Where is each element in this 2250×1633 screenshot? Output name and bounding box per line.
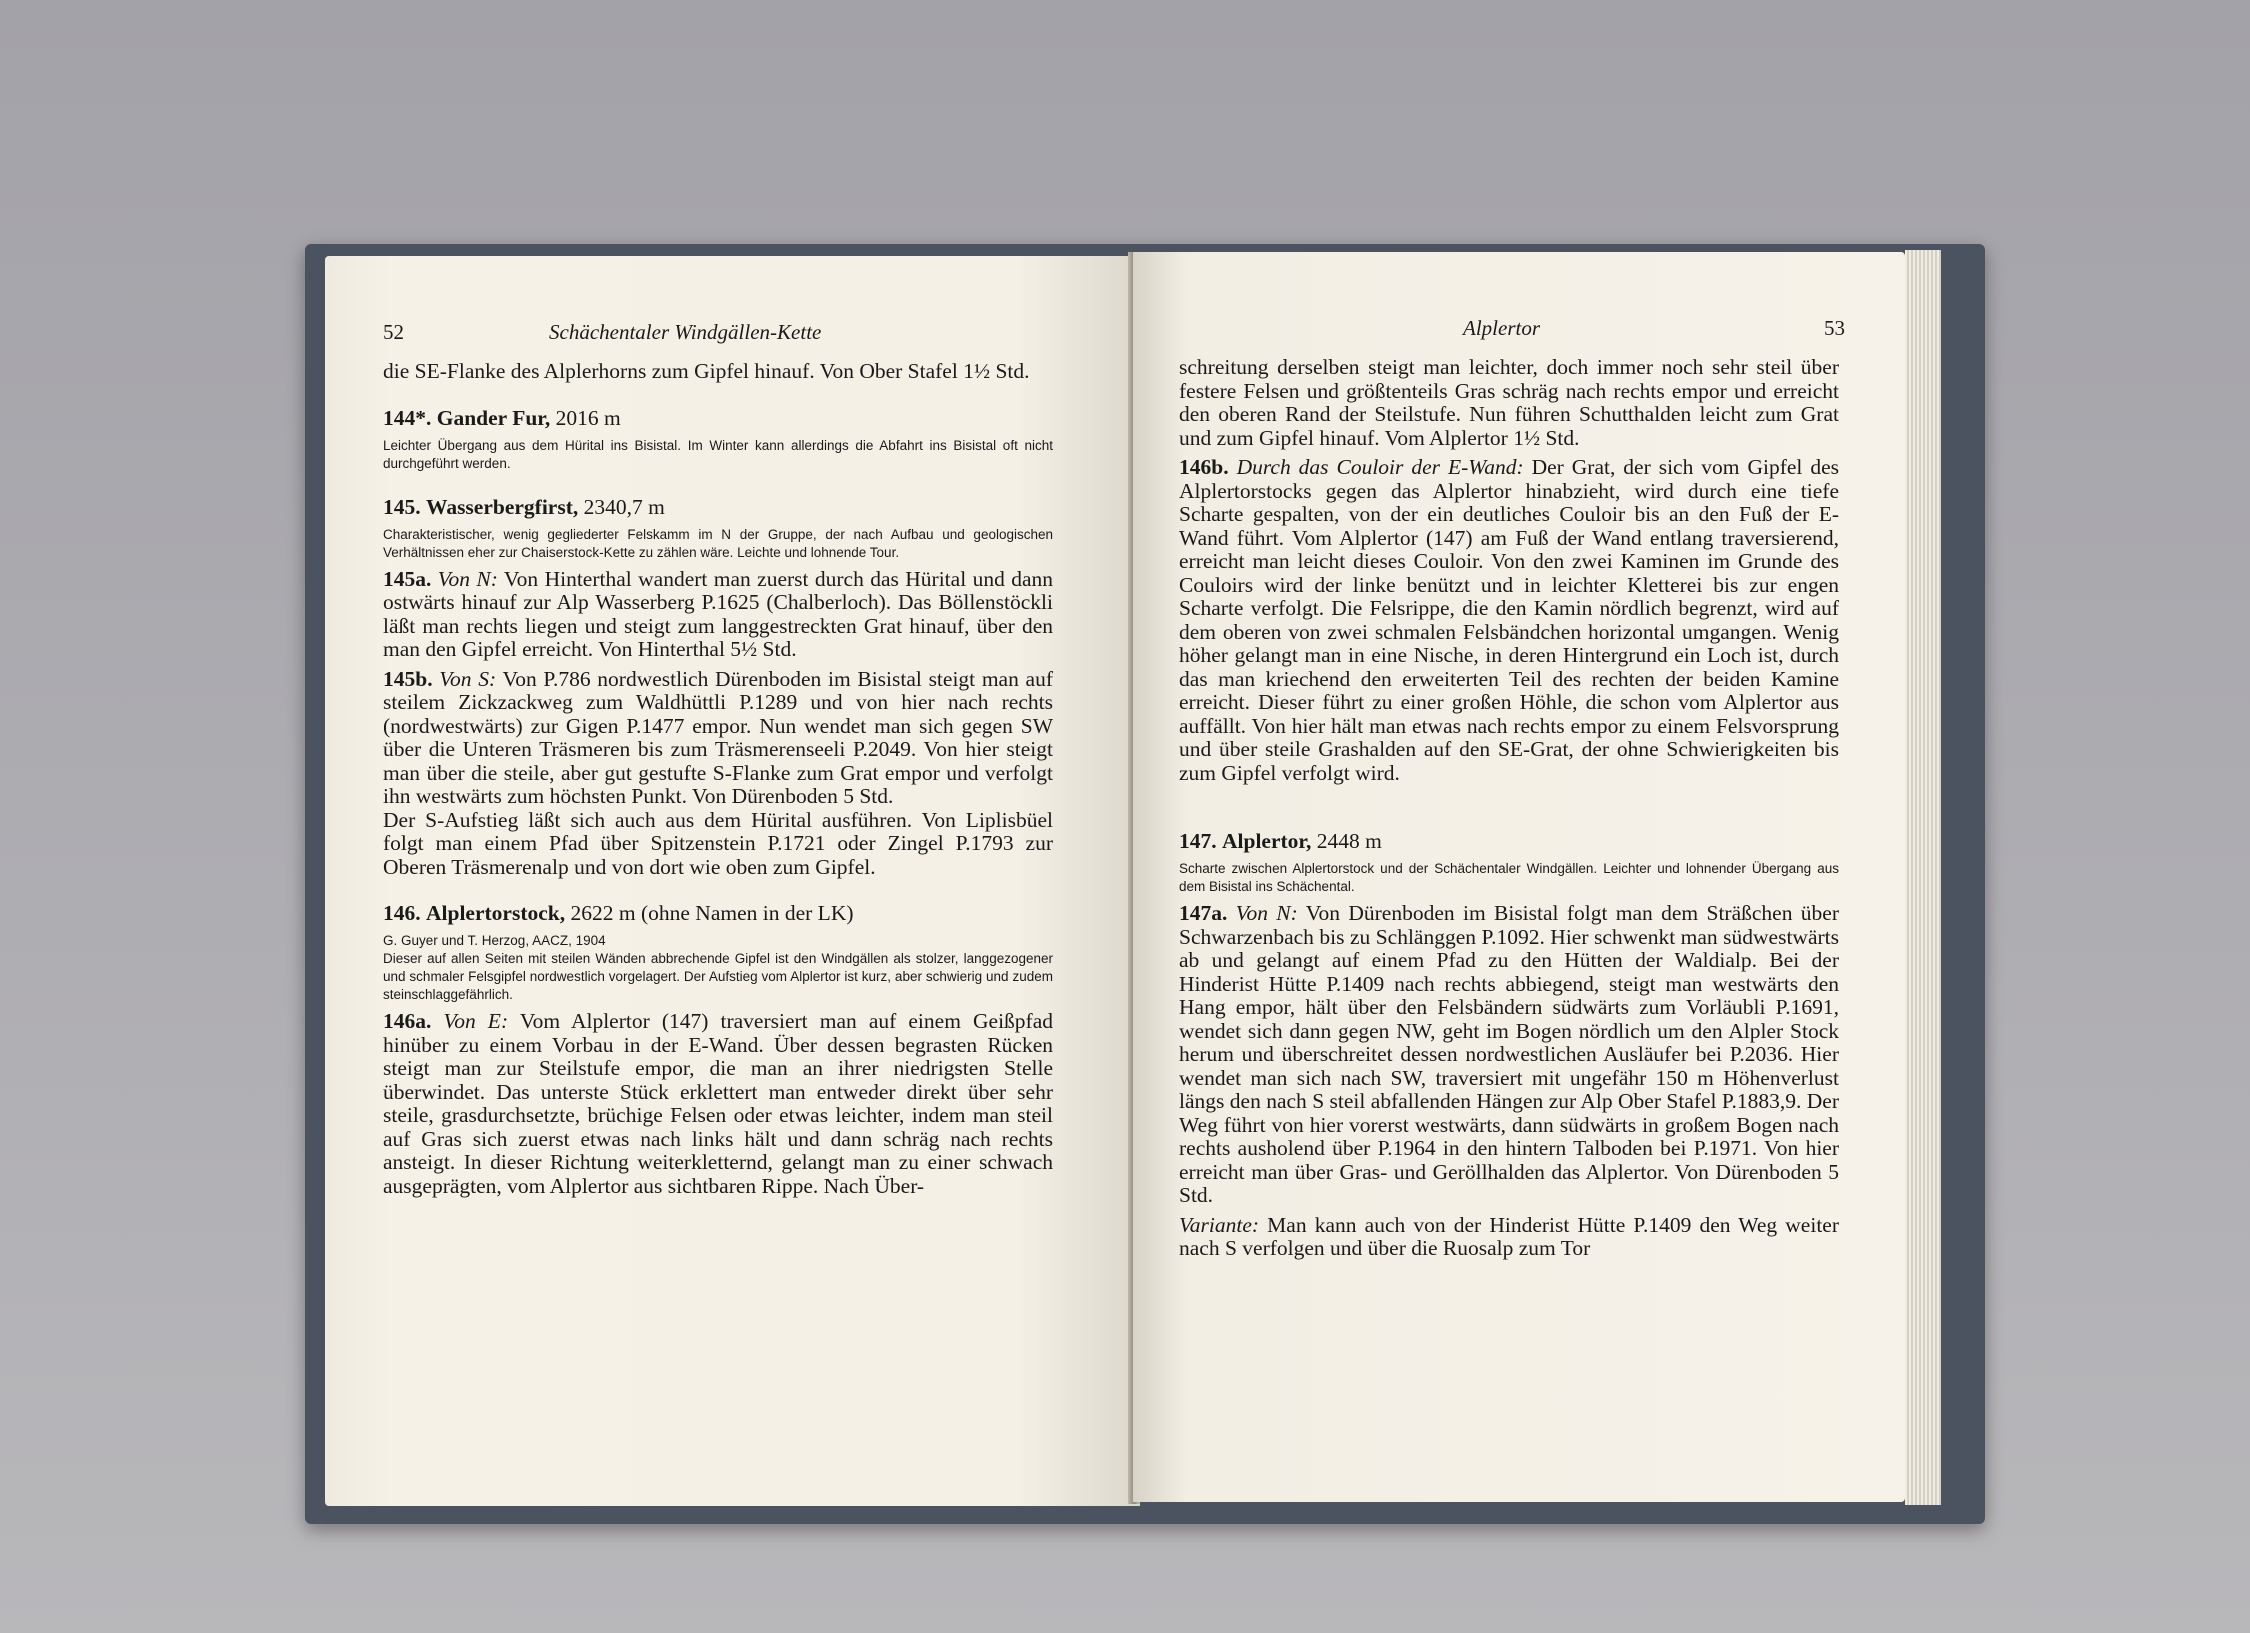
entry-name: Wasserbergfirst, [426,494,579,519]
route-145a [383,568,1053,662]
left-page [325,256,1140,1506]
entry-147-heading [1179,829,1839,854]
left-page-content [383,318,1053,1198]
entry-elevation: 2622 m (ohne Namen in der LK) [570,901,854,925]
right-running-head [1179,314,1845,344]
entry-146-first-ascent: G. Guyer und T. Herzog, AACZ, 1904 [383,933,606,948]
running-title-left: Schächentaler Windgällen-Kette [549,320,822,344]
entry-number: 147. [1179,829,1217,853]
entry-name: Alplertor, [1222,829,1312,853]
route-number: 146a. [383,1009,432,1033]
route-label: Durch das Couloir der E-Wand: [1236,455,1524,479]
left-opening-text: die SE-Flanke des Alplerhorns zum Gipfel hinauf. Von Ober Stafel 1½ Std. [383,359,1030,383]
running-title-right: Alplertor [1463,316,1540,340]
route-text: Von Dürenboden im Bisistal folgt man dem Sträßchen über Schwarzenbach bis zu Schlänggen P.1092. Hier schwenkt man südwestwärts ab und gelangt auf einem Pfad zu den Hütten der Waldialp. Bei der Hinderist Hütte P.1409 nach rechts abbiegend, steigt man westwärts den Hang empor, hält über den Felsbändern südwärts zum Vorläubli P.1691, wendet sich dann gegen NW, geht im Bogen nördlich um den Alpler Stock herum und überschreitet dessen nordwestlichen Ausläufer bei P.2036. Hier wendet man sich nach SW, traversiert mit ungefähr 150 m Höhenverlust längs den nach S steil abfallenden Hängen zur Alp Ober Stafel P.1883,9. Der Weg führt von hier vorerst westwärts, dann südwärts in großem Bogen nach rechts ausholend über P.1964 in den hintern Talboden bei P.1971. Von hier erreicht man über Gras- und Geröllhalden das Alplertor. Von Dürenboden 5 Std. [1179,901,1840,1207]
left-running-head [383,318,1053,348]
route-number: 145a. [383,566,432,591]
route-text: Der S-Aufstieg läßt sich auch aus dem Hürital ausführen. Von Liplisbüel folgt man einem Pfad über Spitzenstein P.1721 oder Zingel P.1793 zur Oberen Träsmerenalp und von dort wie oben zum Gipfel. [383,807,1053,879]
route-number: 146b. [1179,455,1229,479]
entry-number: 146. [383,901,421,925]
entry-elevation: 2448 m [1316,829,1382,853]
entry-147-note: Scharte zwischen Alplertorstock und der Schächentaler Windgällen. Leichter und lohnender Übergang aus dem Bisistal ins Schächental. [1179,861,1839,894]
page-edges [1905,250,1941,1505]
route-147a [1179,902,1839,1208]
route-text: Von Hinterthal wandert man zuerst durch das Hürital und dann ostwärts hinauf zur Alp Wasserberg P.1625 (Chalberloch). Das Böllenstöckli läßt man rechts liegen und steigt zum langgestreckten Grat hinauf, über den man den Gipfel erreicht. Von Hinterthal 5½ Std. [383,566,1053,661]
spacer [1179,785,1839,807]
route-label: Von S: [439,666,497,691]
route-text: Der Grat, der sich vom Gipfel des Alplertorstocks gegen das Alplertor hinabzieht, wird durch eine tiefe Scharte gespalten, von der ein deutliches Couloir bis an den Fuß der E-Wand führt. Vom Alplertor (147) am Fuß der Wand entlang traversierend, erreicht man leicht dieses Couloir. Von den zwei Kaminen im Grunde des Couloirs wird der linke benützt und in leichter Kletterei bis zur engen Scharte verfolgt. Die Felsrippe, die den Kamin nördlich begrenzt, wird auf dem oberen von zwei schmalen Felsbändchen horizontal umgangen. Wenig höher gelangt man in eine Nische, in deren Hintergrund ein Loch ist, durch das man kriechend den erweiterten Teil des rechten der beiden Kamine erreicht. Dieser führt zu einer großen Höhle, die schon vom Alplertor aus auffällt. Von hier hält man etwas nach rechts empor zu einem Felsvorsprung und über steile Grashalden auf den SE-Grat, der ohne Schwierigkeiten bis zum Gipfel verfolgt wird. [1179,455,1840,785]
entry-144-note: Leichter Übergang aus dem Hürital ins Bisistal. Im Winter kann allerdings die Abfahrt ins Bisistal oft nicht durchgeführt werden. [383,437,1053,471]
entry-146-note: Dieser auf allen Seiten mit steilen Wänden abbrechende Gipfel ist den Windgällen als stolzer, langgezogener und schmaler Felsgipfel nordwestlich vorgelagert. Der Aufstieg vom Alplertor ist kurz, aber schwierig und zudem steinschlaggefährlich. [383,951,1053,1002]
route-147-variante [1179,1214,1839,1261]
entry-number: 144*. [383,405,432,430]
route-145b-continuation [383,809,1053,880]
entry-145-heading [383,495,1053,520]
route-text: Vom Alplertor (147) traversiert man auf einem Geißpfad hinüber zu einem Vorbau in der E-Wand. Über dessen begrasten Rücken steigt man zur Steilstufe empor, die man an ihrer niedrigsten Stelle überwindet. Das unterste Stück erklettert man entweder direkt über sehr steile, grasdurchsetzte, brüchige Felsen oder etwas leichter, indem man steil auf Gras sich zuerst etwas nach links hält und dann schräg nach rechts ansteigt. In dieser Richtung weiterkletternd, gelangt man zu einer schwach ausgeprägten, vom Alplertor aus sichtbaren Rippe. Nach Über- [383,1009,1053,1198]
right-page-content [1179,314,1845,1261]
route-145b [383,668,1053,809]
route-label: Variante: [1179,1212,1260,1237]
route-label: Von N: [437,566,498,591]
right-page [1133,252,1905,1502]
entry-elevation: 2340,7 m [583,494,665,519]
entry-name: Gander Fur, [436,405,551,430]
route-146b [1179,456,1839,785]
right-opening-text: schreitung derselben steigt man leichter, doch immer noch sehr steil über festere Felsen und größtenteils Gras schräg nach rechts empor und erreicht den oberen Rand der Steilstufe. Nun führen Schutthalden leicht zum Grat und zum Gipfel hinauf. Vom Alplertor 1½ Std. [1179,355,1839,450]
route-label: Von N: [1235,901,1298,925]
page-number-right: 53 [1824,316,1845,340]
page-number-left: 52 [383,320,404,344]
entry-145-note: Charakteristischer, wenig gegliederter Felskamm im N der Gruppe, der nach Aufbau und geologischen Verhältnissen eher zur Chaiserstock-Kette zu zählen wäre. Leichte und lohnende Tour. [383,526,1053,560]
entry-144-heading [383,406,1053,431]
route-146a [383,1010,1053,1198]
entry-146-heading [383,901,1053,926]
entry-elevation: 2016 m [555,405,621,430]
route-number: 145b. [383,666,433,691]
entry-name: Alplertorstock, [426,901,566,925]
entry-number: 145. [383,494,421,519]
route-number: 147a. [1179,901,1228,925]
route-text: Von P.786 nordwestlich Dürenboden im Bisistal steigt man auf steilem Zickzackweg zum Waldhüttli P.1289 und von hier nach rechts (nordwestwärts) zur Gigen P.1477 empor. Nun wendet man sich gegen SW über die Unteren Träsmeren bis zum Träsmerenseeli P.2049. Von hier steigt man über die steile, aber gut gestufte S-Flanke zum Grat empor und verfolgt ihn westwärts zum höchsten Punkt. Von Dürenboden 5 Std. [383,666,1053,808]
route-label: Von E: [443,1009,509,1033]
route-text: Man kann auch von der Hinderist Hütte P.1409 den Weg weiter nach S verfolgen und über die Ruosalp zum Tor [1179,1212,1839,1260]
